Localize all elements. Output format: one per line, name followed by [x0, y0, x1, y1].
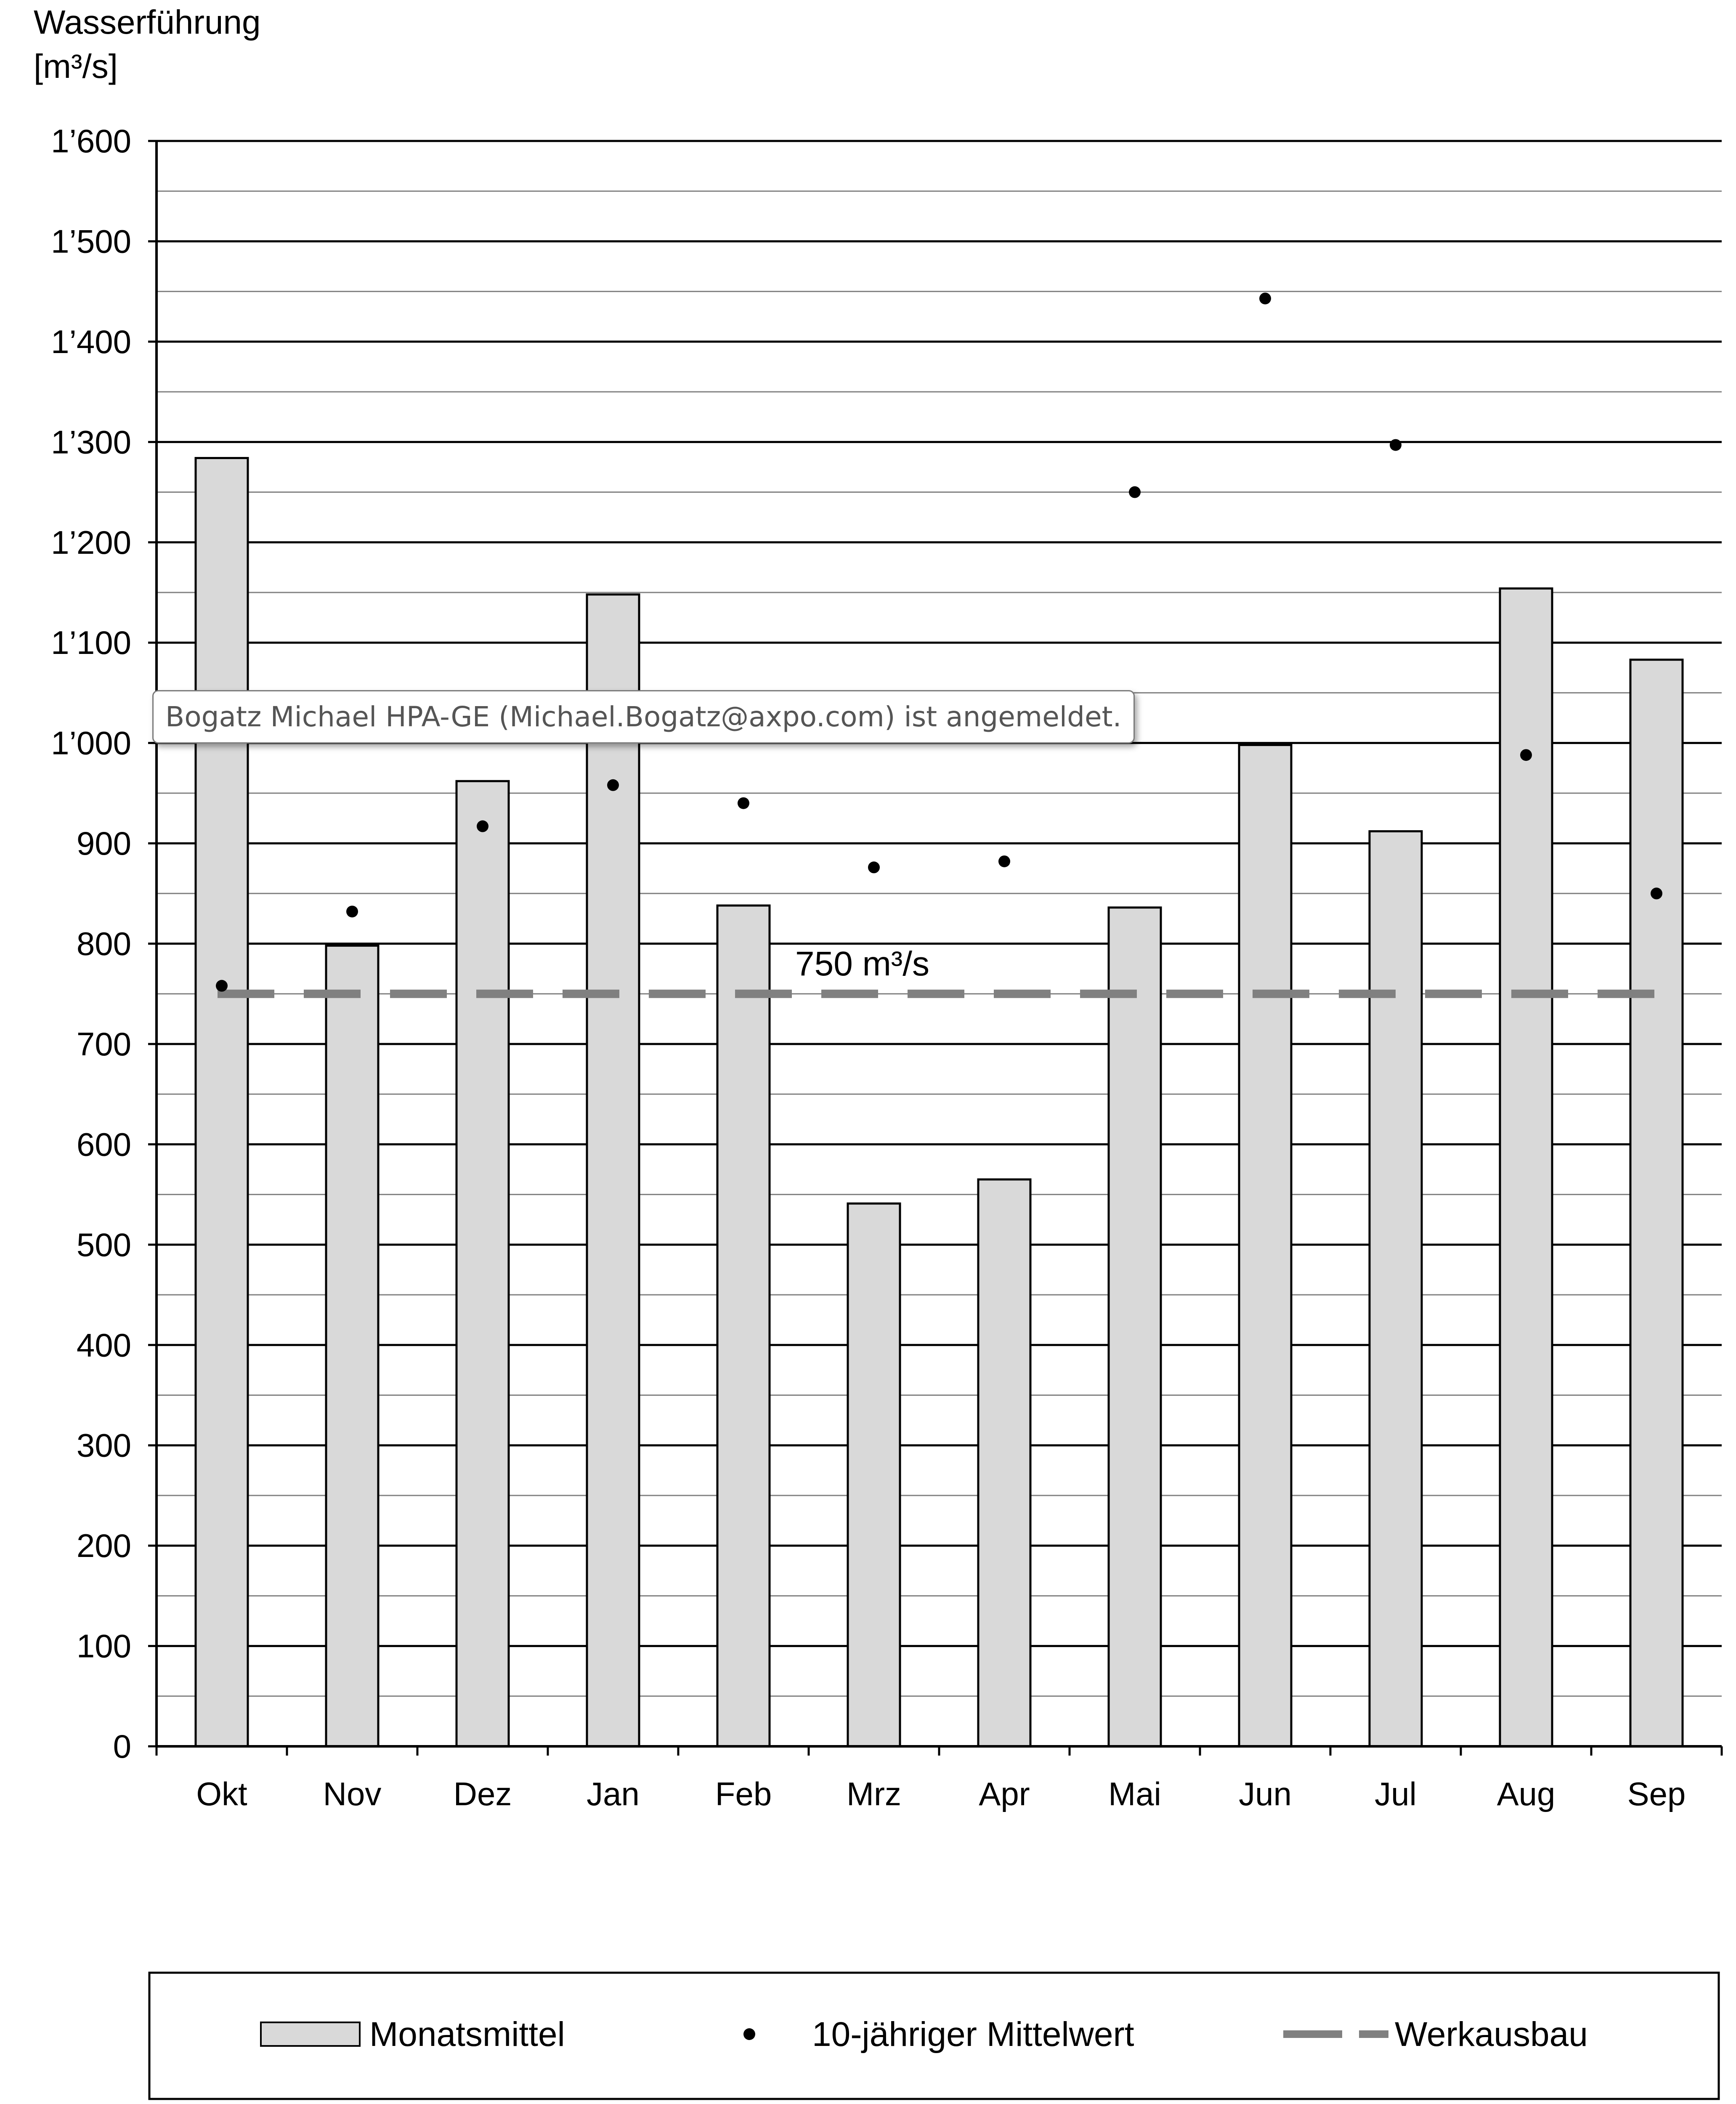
x-tick-label-nov: Nov — [323, 1775, 382, 1812]
point-feb — [738, 797, 749, 809]
x-tick-label-okt: Okt — [196, 1775, 247, 1812]
bar-mai — [1109, 908, 1161, 1746]
bar-feb — [717, 906, 770, 1746]
x-tick-label-apr: Apr — [979, 1775, 1030, 1812]
y-tick-label: 500 — [76, 1226, 131, 1263]
login-tooltip: Bogatz Michael HPA-GE (Michael.Bogatz@axpo.com) ist angemeldet. — [152, 690, 1135, 744]
point-jan — [607, 779, 619, 791]
bar-sep — [1630, 660, 1683, 1746]
point-jun — [1259, 292, 1271, 304]
y-tick-label: 400 — [76, 1326, 131, 1364]
legend-marker-mittelwert — [743, 2028, 755, 2040]
x-tick-label-jul: Jul — [1375, 1775, 1417, 1812]
legend-label-mittelwert: 10-jähriger Mittelwert — [812, 2015, 1134, 2054]
bars-layer — [196, 458, 1683, 1746]
y-tick-label: 1’200 — [51, 523, 131, 561]
bar-nov — [326, 946, 378, 1746]
y-tick-label: 700 — [76, 1025, 131, 1063]
point-dez — [477, 821, 488, 832]
y-tick-label: 0 — [113, 1728, 131, 1765]
x-tick-label-mai: Mai — [1108, 1775, 1161, 1812]
legend-label-werkausbau: Werkausbau — [1395, 2015, 1588, 2054]
bar-apr — [978, 1180, 1030, 1746]
bar-okt — [196, 458, 248, 1746]
point-mrz — [868, 861, 880, 873]
y-tick-label: 1’400 — [51, 323, 131, 360]
y-tick-label: 1’300 — [51, 423, 131, 461]
point-jul — [1390, 439, 1402, 451]
y-axis-title-line2: [m³/s] — [34, 48, 118, 85]
x-tick-label-jun: Jun — [1239, 1775, 1292, 1812]
y-tick-label: 200 — [76, 1527, 131, 1565]
point-apr — [998, 855, 1010, 867]
bar-jun — [1239, 745, 1291, 1746]
x-tick-label-feb: Feb — [715, 1775, 772, 1812]
point-sep — [1651, 887, 1662, 899]
bar-jul — [1370, 831, 1422, 1746]
grid-layer — [157, 141, 1722, 1696]
point-okt — [216, 980, 228, 992]
x-tick-label-aug: Aug — [1497, 1775, 1555, 1812]
y-tick-label: 1’500 — [51, 223, 131, 260]
werkausbau-annotation: 750 m³/s — [795, 945, 929, 983]
y-tick-label: 800 — [76, 925, 131, 962]
point-aug — [1520, 749, 1532, 761]
legend-label-monatsmittel: Monatsmittel — [369, 2015, 565, 2054]
y-tick-label: 1’600 — [51, 122, 131, 159]
y-tick-label: 1’100 — [51, 624, 131, 661]
y-tick-label: 600 — [76, 1126, 131, 1163]
y-tick-label: 100 — [76, 1627, 131, 1665]
y-tick-label: 1’000 — [51, 724, 131, 762]
point-mai — [1129, 486, 1141, 498]
bar-dez — [457, 781, 509, 1746]
bar-jan — [587, 595, 639, 1746]
y-tick-label: 900 — [76, 825, 131, 862]
x-tick-label-sep: Sep — [1627, 1775, 1686, 1812]
x-tick-label-mrz: Mrz — [847, 1775, 901, 1812]
x-tick-label-dez: Dez — [453, 1775, 512, 1812]
legend — [149, 1973, 1719, 2099]
y-axis-title-line1: Wasserführung — [34, 3, 261, 41]
y-tick-label: 300 — [76, 1427, 131, 1464]
x-tick-label-jan: Jan — [587, 1775, 640, 1812]
bar-mrz — [848, 1203, 900, 1746]
point-nov — [346, 906, 358, 917]
legend-swatch-monatsmittel — [261, 2022, 360, 2046]
bar-aug — [1500, 588, 1552, 1746]
